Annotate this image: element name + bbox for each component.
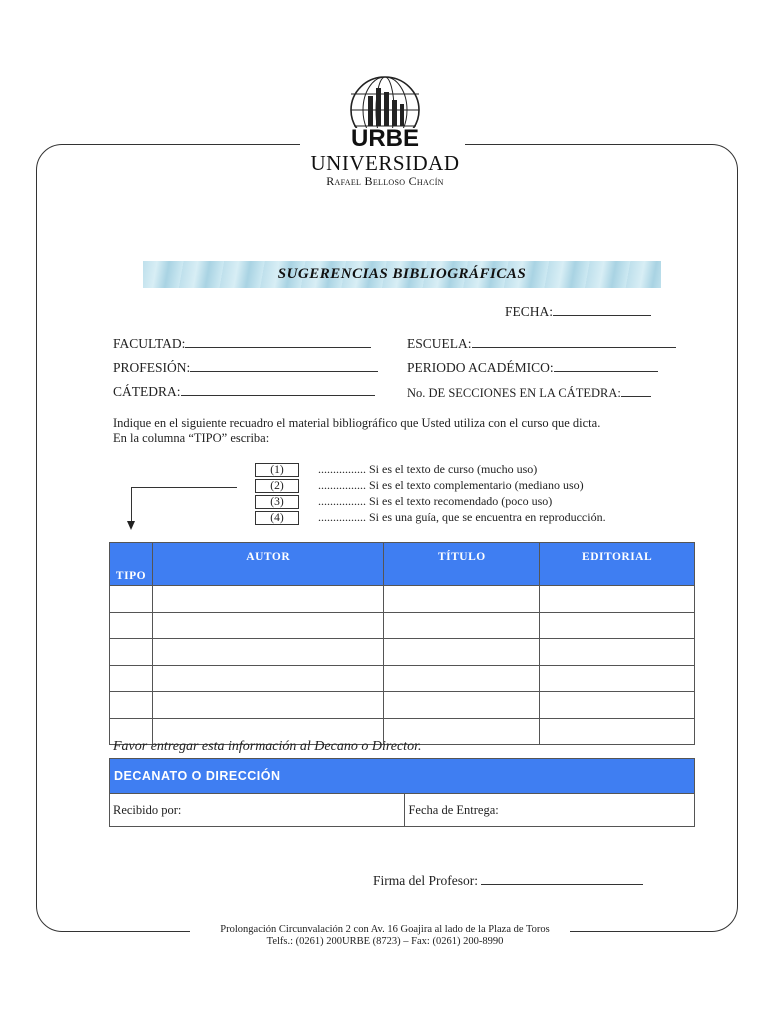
tipo-code-2: (2) (255, 479, 299, 493)
cell-input[interactable] (384, 612, 540, 639)
university-title: UNIVERSIDAD (310, 151, 460, 175)
escuela-label: ESCUELA: (407, 336, 472, 351)
cell-input[interactable] (152, 612, 384, 639)
footer-address: Prolongación Circunvalación 2 con Av. 16 Goajira al lado de la Plaza de Toros (220, 924, 550, 935)
cell-input[interactable] (384, 692, 540, 719)
cell-input[interactable] (152, 665, 384, 692)
tipo-desc-4: ................ Si es una guía, que se encuentra en reproducción. (318, 510, 606, 524)
cell-input[interactable] (152, 639, 384, 666)
periodo-label: PERIODO ACADÉMICO: (407, 360, 554, 375)
university-logo (344, 74, 426, 152)
facultad-label: FACULTAD: (113, 336, 186, 351)
recibido-field[interactable]: Recibido por: (110, 794, 405, 827)
tipo-desc-2: ................ Si es el texto complementario (mediano uso) (318, 478, 584, 492)
cell-input[interactable] (540, 586, 695, 613)
table-row (110, 586, 695, 613)
tipo-code-1: (1) (255, 463, 299, 477)
cell-input[interactable] (384, 586, 540, 613)
table-row (110, 692, 695, 719)
catedra-field[interactable] (113, 383, 375, 400)
cell-input[interactable] (110, 665, 153, 692)
cell-input[interactable] (540, 612, 695, 639)
decanato-header: DECANATO O DIRECCIÓN (110, 759, 695, 794)
tipo-desc-3: ................ Si es el texto recomendado (poco uso) (318, 494, 553, 508)
secciones-field[interactable] (407, 384, 651, 401)
cell-input[interactable] (540, 665, 695, 692)
col-header-tipo: TIPO (110, 543, 153, 586)
decanato-table (109, 758, 695, 827)
instructions-line-1: Indique en el siguiente recuadro el material bibliográfico que Usted utiliza con el curso que dicta. (113, 416, 601, 430)
university-subtitle: Rafael Belloso Chacín (326, 174, 444, 188)
svg-text:URBE: URBE (350, 125, 420, 152)
cell-input[interactable] (152, 692, 384, 719)
tipo-desc-1: ................ Si es el texto de curso (mucho uso) (318, 462, 538, 476)
catedra-label: CÁTEDRA: (113, 384, 181, 399)
form-title: SUGERENCIAS BIBLIOGRÁFICAS (277, 266, 527, 282)
cell-input[interactable] (540, 718, 695, 745)
firma-field[interactable] (373, 872, 643, 889)
cell-input[interactable] (110, 639, 153, 666)
instructions-line-2: En la columna “TIPO” escriba: (113, 431, 270, 445)
secciones-label: No. DE SECCIONES EN LA CÁTEDRA: (407, 386, 621, 400)
cell-input[interactable] (110, 586, 153, 613)
profesion-label: PROFESIÓN: (113, 360, 191, 375)
delivery-note: Favor entregar esta información al Decano o Director. (113, 739, 422, 754)
col-header-titulo: TÍTULO (384, 543, 540, 586)
bibliography-table (109, 542, 695, 745)
arrow-down-icon (127, 521, 135, 530)
facultad-field[interactable] (113, 335, 371, 352)
col-header-autor: AUTOR (152, 543, 384, 586)
tipo-code-3: (3) (255, 495, 299, 509)
arrow-line (131, 487, 237, 488)
firma-label: Firma del Profesor: (373, 873, 478, 888)
table-row (110, 639, 695, 666)
table-row (110, 665, 695, 692)
fecha-entrega-field[interactable]: Fecha de Entrega: (405, 794, 695, 827)
cell-input[interactable] (152, 586, 384, 613)
table-row (110, 612, 695, 639)
table-header-row (110, 543, 695, 586)
footer-phones: Telfs.: (0261) 200URBE (8723) – Fax: (0261) 200-8990 (266, 936, 504, 947)
col-header-editorial: EDITORIAL (540, 543, 695, 586)
escuela-field[interactable] (407, 335, 676, 352)
cell-input[interactable] (110, 612, 153, 639)
tipo-code-4: (4) (255, 511, 299, 525)
fecha-label: FECHA: (505, 304, 554, 319)
title-banner (143, 261, 661, 288)
instructions (113, 416, 703, 446)
arrow-line (131, 487, 132, 523)
cell-input[interactable] (540, 639, 695, 666)
profesion-field[interactable] (113, 359, 378, 376)
periodo-field[interactable] (407, 359, 658, 376)
cell-input[interactable] (384, 639, 540, 666)
cell-input[interactable] (540, 692, 695, 719)
cell-input[interactable] (384, 665, 540, 692)
fecha-field[interactable] (505, 303, 651, 320)
cell-input[interactable] (110, 692, 153, 719)
